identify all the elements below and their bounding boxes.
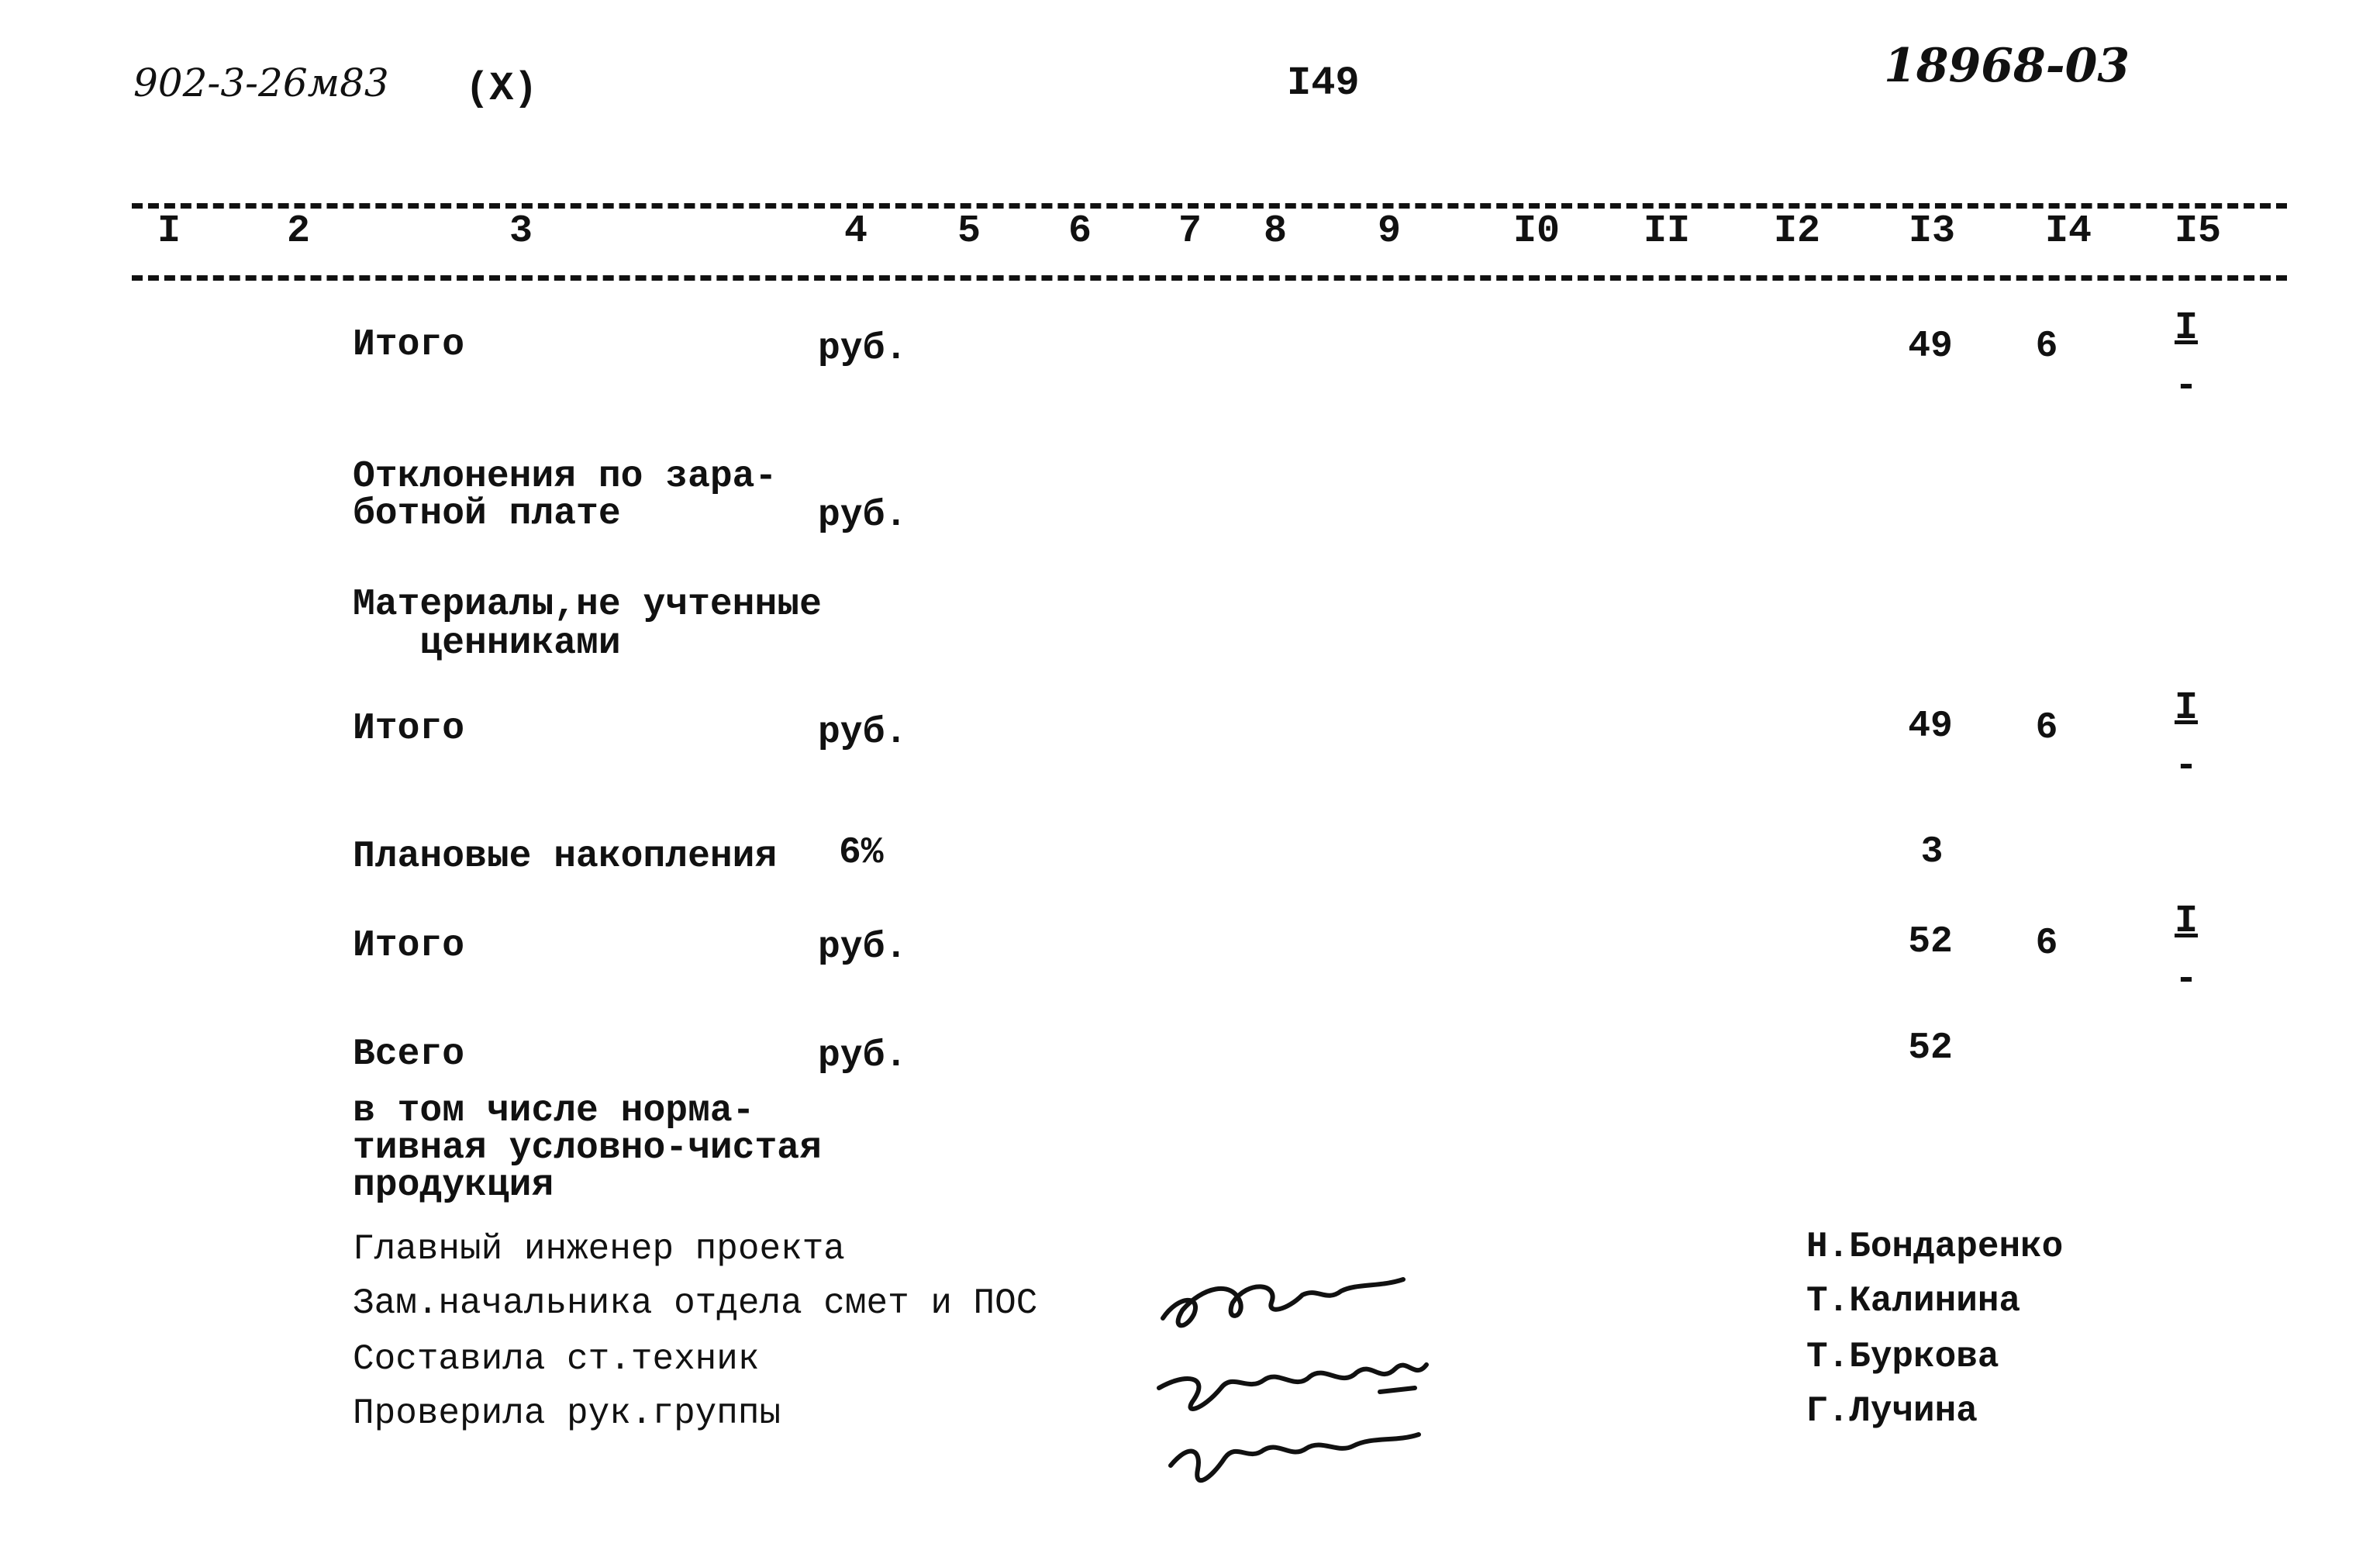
row-label-line: тивная условно-чистая [353,1127,822,1169]
column-header-14: I4 [2044,209,2092,254]
row-col14-value: 6 [2035,326,2058,368]
signatory-title: Составила ст.техник [353,1339,760,1379]
header-bottom-rule [132,275,2287,281]
page-number: I49 [1287,60,1360,106]
row-col14-value: 6 [2035,707,2058,749]
document-code: 902-3-26м83 [133,60,389,105]
column-header-10: I0 [1513,209,1560,254]
signatory-name: Т.Калинина [1806,1281,2021,1321]
row-label: Итого [353,925,465,967]
signatory-title: Проверила рук.группы [353,1393,781,1434]
row-col15-dash: - [2174,958,2198,1002]
signatory-title: Зам.начальника отдела смет и ПОС [353,1283,1038,1324]
handwritten-signatures [1147,1256,1473,1512]
row-unit: 6% [839,832,884,874]
row-label: Плановые накопления [353,836,778,878]
signatory-name: Т.Буркова [1806,1337,1999,1377]
row-unit: руб. [818,1035,908,1077]
row-unit: руб. [818,495,908,537]
row-label: Итого [353,708,465,750]
signature-stroke [1159,1365,1426,1409]
row-label: Всего [353,1034,465,1075]
row-col15-dash: - [2174,364,2198,409]
signature-stroke [1163,1279,1403,1325]
column-header-15: I5 [2174,209,2221,254]
column-header-13: I3 [1908,209,1955,254]
row-label-line: ценниками [353,623,621,665]
column-header-11: II [1643,209,1690,254]
column-header-12: I2 [1773,209,1820,254]
row-unit: руб. [818,927,908,968]
column-header-2: 2 [286,209,310,254]
signatory-title: Главный инженер проекта [353,1229,845,1269]
document-part: (X) [465,66,538,112]
row-col14-value: 6 [2035,923,2058,965]
row-unit: руб. [818,712,908,754]
row-col13-value: 52 [1908,1027,1953,1069]
column-header-3: 3 [509,209,533,254]
signatory-name: Г.Лучина [1806,1391,1978,1431]
row-label-line: Материалы,не учтенные [353,584,822,626]
row-col13-value: 49 [1908,326,1953,368]
row-col15-value: I [2174,686,2198,730]
header-top-rule [132,203,2287,209]
row-col13-value: 3 [1920,831,1944,873]
row-label-line: в том числе норма- [353,1090,755,1132]
row-col15-value: I [2174,306,2198,350]
row-col13-value: 52 [1908,921,1953,963]
row-label-line: ботной плате [353,493,621,535]
row-col13-value: 49 [1908,706,1953,747]
column-header-5: 5 [957,209,981,254]
signatory-name: Н.Бондаренко [1806,1227,2064,1267]
column-header-6: 6 [1068,209,1092,254]
row-label: Итого [353,324,465,366]
column-header-7: 7 [1178,209,1202,254]
row-col15-dash: - [2174,744,2198,789]
column-header-9: 9 [1377,209,1401,254]
row-label-line: продукция [353,1165,554,1207]
column-header-1: I [157,209,181,254]
row-col15-value: I [2174,899,2198,944]
signature-stroke [1171,1434,1419,1480]
inventory-number: 18968-03 [1884,39,2130,93]
row-unit: руб. [818,328,908,370]
column-header-4: 4 [843,209,867,254]
column-header-8: 8 [1263,209,1287,254]
row-label-line: Отклонения по зара- [353,456,778,498]
